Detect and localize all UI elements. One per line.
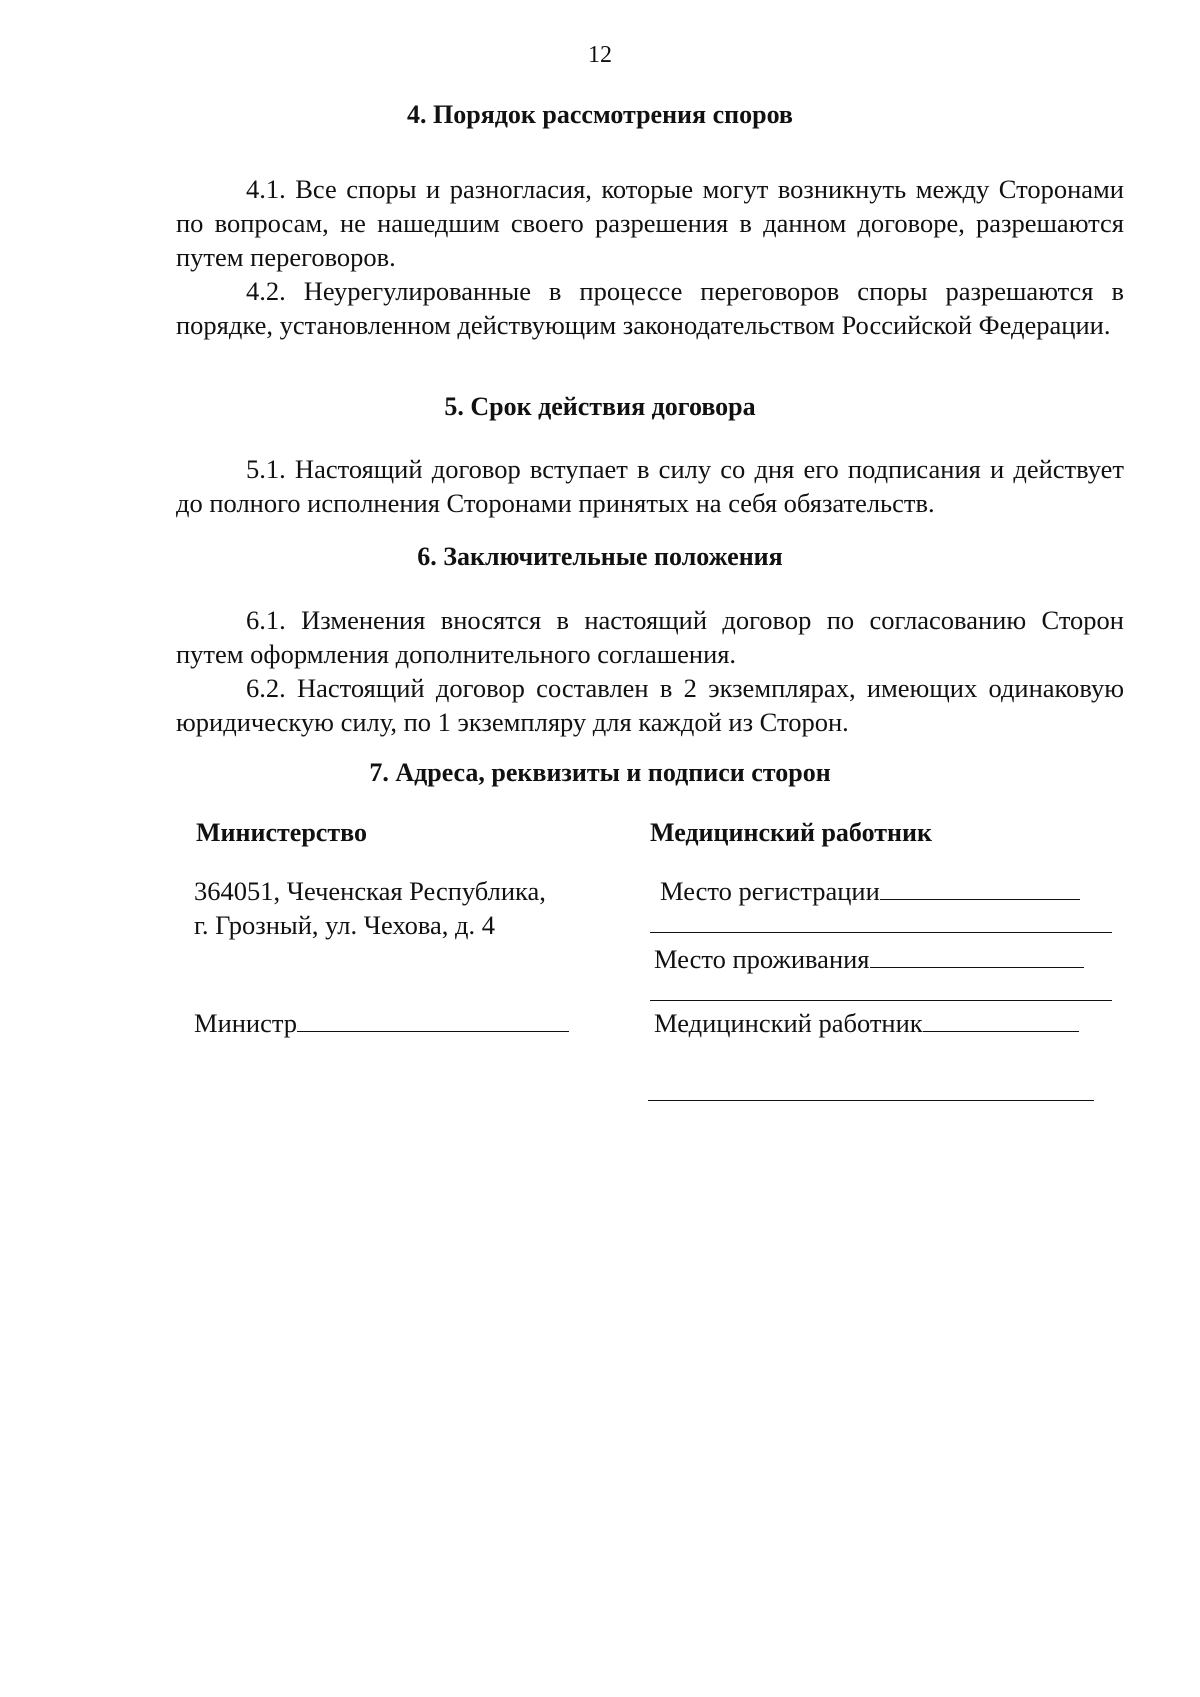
residence-row	[654, 942, 1084, 976]
section-6-title: 6. Заключительные положения	[417, 542, 783, 571]
ministry-address-line-1: 364051, Чеченская Республика,	[194, 876, 546, 906]
section-7-title: 7. Адреса, реквизиты и подписи сторон	[369, 758, 831, 787]
medical-worker-heading: Медицинский работник	[650, 818, 932, 847]
clause-6-2: 6.2. Настоящий договор составлен в 2 экземплярах, имеющих одинаковую юридическую силу, по 1 экземпляру для каждой из Сторон.	[176, 673, 1124, 737]
residence-label: Место проживания	[654, 944, 870, 974]
registration-field[interactable]	[880, 875, 1080, 900]
minister-signature-label: Министр	[194, 1008, 298, 1038]
clause-6-1: 6.1. Изменения вносятся в настоящий договор по согласованию Сторон путем оформления дополнительного соглашения.	[176, 605, 1124, 669]
ministry-address-line-2: г. Грозный, ул. Чехова, д. 4	[194, 910, 496, 940]
clause-4-1: 4.1. Все споры и разногласия, которые могут возникнуть между Сторонами по вопросам, не нашедшим своего разрешения в данном договоре, разрешаются путем переговоров.	[176, 174, 1124, 272]
clause-5-1: 5.1. Настоящий договор вступает в силу со дня его подписания и действует до полного исполнения Сторонами принятых на себя обязательств.	[176, 454, 1124, 518]
section-5-title: 5. Срок действия договора	[444, 392, 756, 421]
medical-worker-signature-label: Медицинский работник	[654, 1008, 923, 1038]
section-4-title: 4. Порядок рассмотрения споров	[407, 100, 793, 129]
registration-label: Место регистрации	[660, 876, 880, 906]
registration-field-line-2[interactable]	[650, 932, 1112, 933]
medical-worker-signature-row	[654, 1006, 1079, 1040]
residence-field-line-2[interactable]	[650, 1000, 1112, 1001]
medical-worker-name-field[interactable]	[648, 1100, 1094, 1101]
minister-signature-row	[194, 1006, 569, 1040]
registration-row	[660, 874, 1080, 908]
medical-worker-signature-field[interactable]	[923, 1007, 1079, 1032]
page-number: 12	[588, 42, 612, 68]
ministry-heading: Министерство	[196, 818, 367, 847]
clause-4-2: 4.2. Неурегулированные в процессе переговоров споры разрешаются в порядке, установленном действующим законодательством Российской Федерации.	[176, 276, 1124, 340]
residence-field[interactable]	[870, 943, 1084, 968]
minister-signature-field[interactable]	[297, 1007, 569, 1032]
